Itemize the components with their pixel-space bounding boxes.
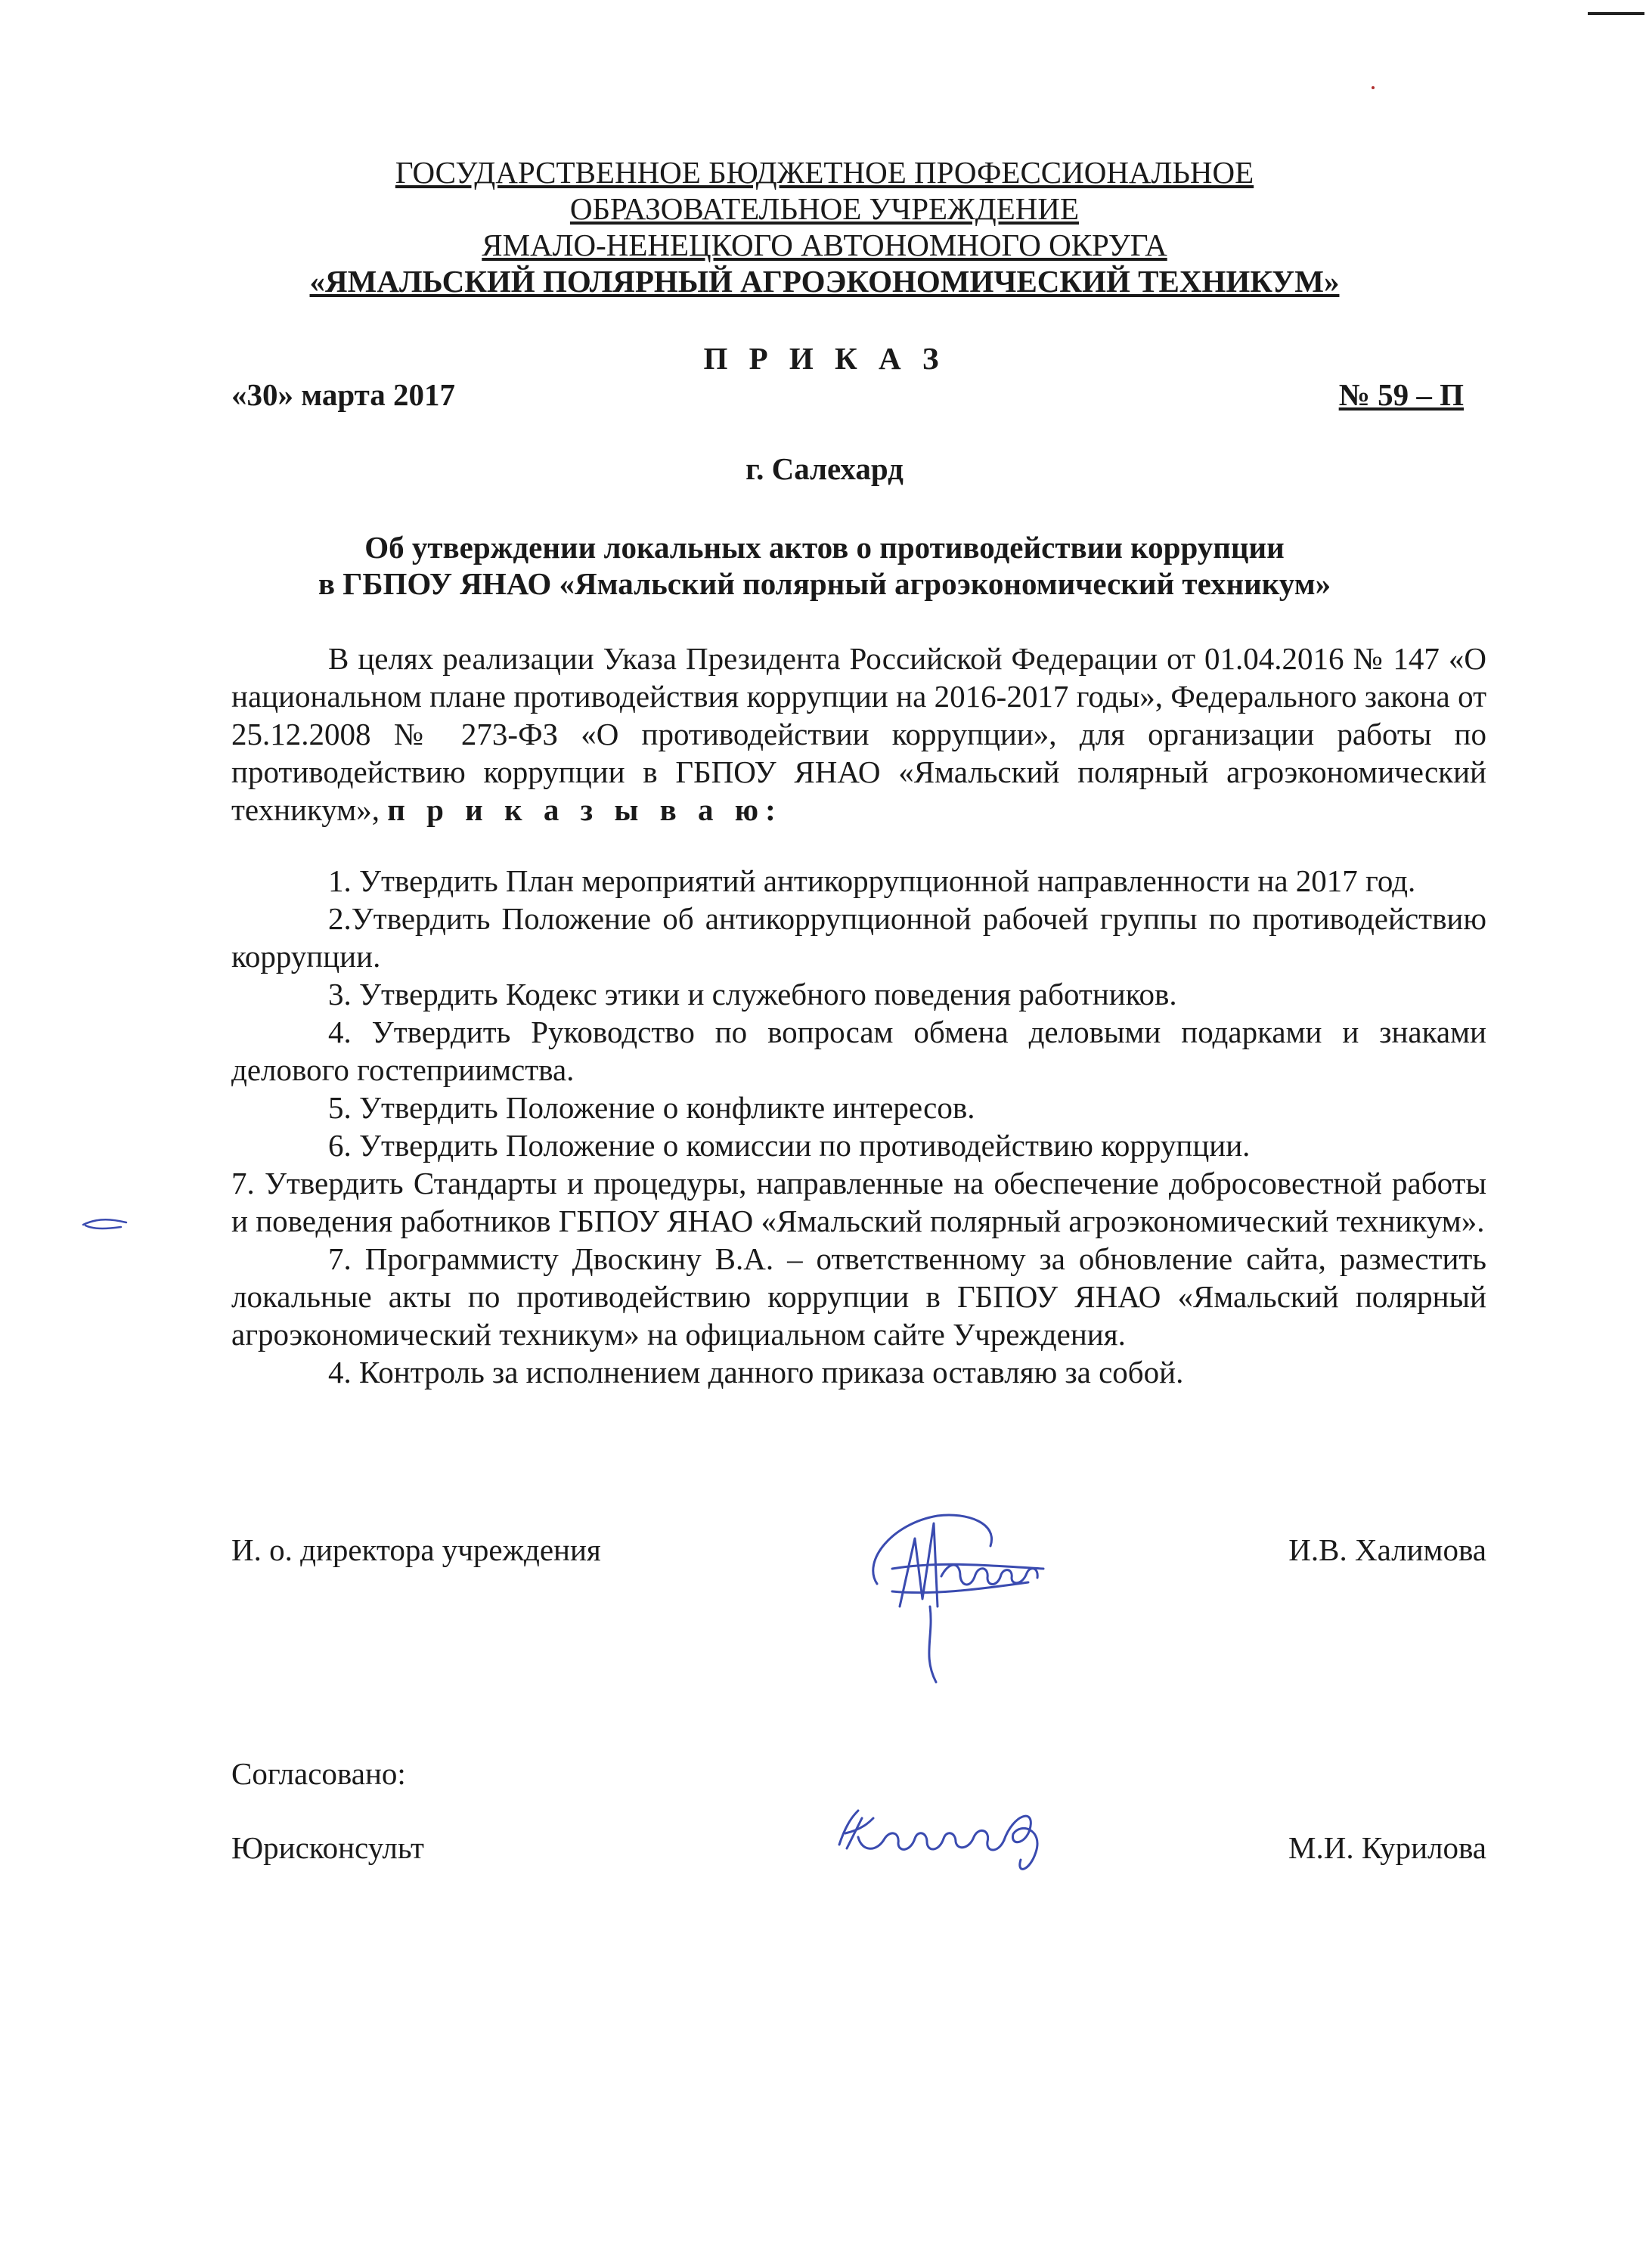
list-item: 5. Утвердить Положение о конфликте интересов. bbox=[328, 1090, 975, 1125]
document-city: г. Салехард bbox=[745, 451, 904, 486]
list-item: 1. Утвердить План мероприятий антикоррупционной направленности на 2017 год. bbox=[328, 863, 1416, 898]
director-name: И.В. Халимова bbox=[1288, 1532, 1486, 1567]
director-signature-icon bbox=[847, 1493, 1074, 1690]
director-title: И. о. директора учреждения bbox=[231, 1532, 601, 1567]
list-item: 4. Утвердить Руководство по вопросам обмена деловыми подарками и знаками делового гостеприимства. bbox=[231, 1015, 1486, 1087]
document-type: П Р И К А З bbox=[703, 341, 946, 376]
scan-edge-mark-icon bbox=[1584, 0, 1649, 30]
order-items bbox=[231, 862, 1486, 1391]
org-header-line-2: ОБРАЗОВАТЕЛЬНОЕ УЧРЕЖДЕНИЕ bbox=[569, 191, 1080, 226]
preamble-text: В целях реализации Указа Президента Российской Федерации от 01.04.2016 № 147 «О национальном плане противодействия коррупции на 2016-2017 годы», Федерального закона от 25.12.2008 № 273-ФЗ «О противодействии коррупции», для организации работы по противодействию коррупции в ГБПОУ ЯНАО «Ямальский полярный агроэкономический техникум», bbox=[231, 641, 1486, 827]
list-item: 2.Утвердить Положение об антикоррупционной рабочей группы по противодействию коррупции. bbox=[231, 901, 1486, 974]
list-item: 3. Утвердить Кодекс этики и служебного поведения работников. bbox=[328, 977, 1177, 1012]
order-word: п р и к а з ы в а ю: bbox=[387, 792, 783, 827]
scan-dot-icon bbox=[1368, 83, 1378, 92]
lawyer-title: Юрисконсульт bbox=[231, 1830, 424, 1865]
org-header-line-1: ГОСУДАРСТВЕННОЕ БЮДЖЕТНОЕ ПРОФЕССИОНАЛЬНОЕ bbox=[395, 155, 1254, 190]
list-item: 4. Контроль за исполнением данного приказа оставляю за собой. bbox=[328, 1355, 1184, 1390]
preamble bbox=[231, 640, 1486, 829]
list-item: 7. Утвердить Стандарты и процедуры, направленные на обеспечение добросовестной работы и поведения работников ГБПОУ ЯНАО «Ямальский полярный агроэкономический техникум». bbox=[231, 1166, 1486, 1238]
document-subject-line-1: Об утверждении локальных актов о противодействии коррупции bbox=[364, 530, 1285, 565]
document-subject-line-2: в ГБПОУ ЯНАО «Ямальский полярный агроэкономический техникум» bbox=[318, 566, 1331, 601]
org-header-line-3: ЯМАЛО-НЕНЕЦКОГО АВТОНОМНОГО ОКРУГА bbox=[482, 228, 1167, 262]
document-date: «30» марта 2017 bbox=[231, 377, 456, 412]
list-item: 6. Утвердить Положение о комиссии по противодействию коррупции. bbox=[328, 1128, 1251, 1163]
lawyer-name: М.И. Курилова bbox=[1288, 1830, 1486, 1865]
list-item: 7. Программисту Двоскину В.А. – ответственному за обновление сайта, разместить локальные акты по противодействию коррупции в ГБПОУ ЯНАО «Ямальский полярный агроэкономический техникум» на официальном сайте Учреждения. bbox=[231, 1241, 1486, 1352]
lawyer-signature-icon bbox=[832, 1799, 1051, 1882]
document-number: № 59 – П bbox=[1338, 377, 1464, 412]
scan-pen-mark-icon bbox=[79, 1213, 132, 1236]
org-header-line-4: «ЯМАЛЬСКИЙ ПОЛЯРНЫЙ АГРОЭКОНОМИЧЕСКИЙ ТЕХНИКУМ» bbox=[309, 264, 1340, 299]
agreed-label: Согласовано: bbox=[231, 1756, 406, 1791]
